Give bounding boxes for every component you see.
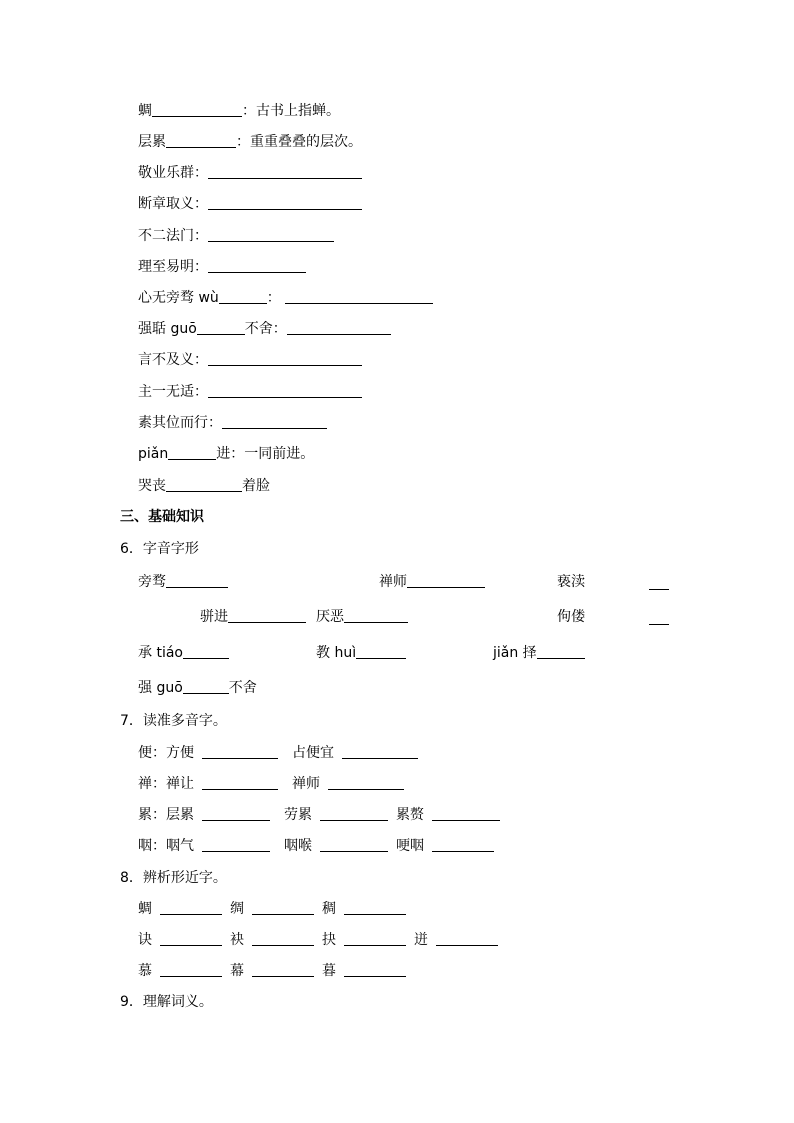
def-term: 敬业乐群： bbox=[138, 165, 208, 181]
q7-row bbox=[138, 806, 270, 824]
answer-blank[interactable] bbox=[222, 414, 327, 429]
answer-blank[interactable] bbox=[342, 744, 418, 759]
q6-item bbox=[557, 573, 585, 591]
answer-blank[interactable] bbox=[208, 164, 362, 179]
answer-blank[interactable] bbox=[432, 806, 500, 821]
q6-word: 承 tiáo bbox=[138, 645, 183, 661]
q7-row bbox=[284, 837, 388, 855]
q6-item bbox=[138, 573, 228, 591]
answer-blank[interactable] bbox=[285, 289, 433, 304]
q7-row bbox=[396, 837, 494, 855]
answer-blank[interactable] bbox=[328, 775, 404, 790]
q7-word: 累赘 bbox=[396, 807, 424, 823]
q7-word: 哽咽 bbox=[396, 838, 424, 854]
q8-char: 蜩 bbox=[138, 901, 152, 917]
answer-blank[interactable] bbox=[649, 575, 669, 590]
def-line-12 bbox=[138, 445, 314, 463]
q8-row bbox=[138, 962, 406, 980]
def-line-3 bbox=[138, 164, 362, 182]
answer-blank[interactable] bbox=[320, 837, 388, 852]
def-term-rest: 不舍： bbox=[244, 321, 287, 337]
def-term: 理至易明： bbox=[138, 259, 208, 275]
answer-blank[interactable] bbox=[166, 477, 242, 492]
answer-blank[interactable] bbox=[160, 962, 222, 977]
def-line-6 bbox=[138, 258, 306, 276]
def-term: 不二法门： bbox=[138, 228, 208, 244]
def-term: 素其位而行： bbox=[138, 415, 222, 431]
answer-blank[interactable] bbox=[537, 644, 585, 659]
q7-word: 累：层累 bbox=[138, 807, 194, 823]
q7-title: 7．读准多音字。 bbox=[120, 713, 227, 729]
def-line-4 bbox=[138, 195, 362, 213]
answer-blank[interactable] bbox=[356, 644, 406, 659]
q6-word: 教 huì bbox=[316, 645, 357, 661]
answer-blank[interactable] bbox=[166, 133, 236, 148]
q6-item bbox=[316, 608, 408, 626]
q6-word: 佝偻 bbox=[557, 609, 585, 625]
q8-char: 慕 bbox=[138, 963, 152, 979]
q7-word: 便：方便 bbox=[138, 745, 194, 761]
q7-word: 禅：禅让 bbox=[138, 776, 194, 792]
def-term: 强聒 guō bbox=[138, 321, 197, 337]
q6-word: 强 guō bbox=[138, 680, 183, 696]
q8-char: 诀 bbox=[138, 932, 152, 948]
q9-title: 9．理解词义。 bbox=[120, 994, 213, 1010]
q6-item bbox=[316, 644, 406, 662]
answer-blank[interactable] bbox=[252, 931, 314, 946]
def-term: 言不及义： bbox=[138, 352, 208, 368]
def-meaning: 着脸 bbox=[242, 478, 270, 494]
q7-word: 咽：咽气 bbox=[138, 838, 194, 854]
answer-blank[interactable] bbox=[344, 931, 406, 946]
answer-blank[interactable] bbox=[407, 573, 485, 588]
def-line-10 bbox=[138, 383, 362, 401]
q8-char: 幕 bbox=[230, 963, 244, 979]
q6-item bbox=[493, 644, 585, 662]
answer-blank[interactable] bbox=[252, 900, 314, 915]
q7-word: 禅师 bbox=[292, 776, 320, 792]
answer-blank[interactable] bbox=[160, 900, 222, 915]
section-heading: 三、基础知识 bbox=[120, 509, 204, 525]
q6-word: 骈进 bbox=[200, 609, 228, 625]
q6-item bbox=[200, 608, 306, 626]
def-line-2 bbox=[138, 133, 362, 151]
def-line-13 bbox=[138, 477, 270, 495]
def-meaning: ：重重叠叠的层次。 bbox=[236, 134, 362, 150]
answer-blank[interactable] bbox=[344, 962, 406, 977]
q6-word: 亵渎 bbox=[557, 574, 585, 590]
q7-row bbox=[292, 744, 418, 762]
def-term: 主一无适： bbox=[138, 384, 208, 400]
q7-row bbox=[138, 775, 278, 793]
q7-row bbox=[138, 744, 278, 762]
def-term: piǎn bbox=[138, 446, 169, 462]
q6-word: 禅师 bbox=[379, 574, 407, 590]
q7-row bbox=[284, 806, 388, 824]
answer-blank[interactable] bbox=[202, 744, 278, 759]
answer-blank[interactable] bbox=[208, 227, 334, 242]
q6-item bbox=[138, 679, 257, 697]
q6-word: jiǎn 择 bbox=[493, 645, 537, 661]
answer-blank[interactable] bbox=[219, 289, 267, 304]
answer-blank[interactable] bbox=[183, 679, 229, 694]
answer-blank[interactable] bbox=[228, 608, 306, 623]
q8-char: 迸 bbox=[414, 932, 428, 948]
def-term: 哭丧 bbox=[138, 478, 166, 494]
answer-blank[interactable] bbox=[152, 102, 242, 117]
q6-item bbox=[138, 644, 229, 662]
def-term: 蜩 bbox=[138, 103, 152, 119]
def-line-1 bbox=[138, 102, 340, 120]
q6-title: 6．字音字形 bbox=[120, 541, 199, 557]
answer-blank[interactable] bbox=[208, 351, 362, 366]
answer-blank[interactable] bbox=[432, 837, 494, 852]
def-line-5 bbox=[138, 227, 334, 245]
q6-item bbox=[557, 608, 585, 626]
answer-blank[interactable] bbox=[202, 775, 278, 790]
q6-word: 厌恶 bbox=[316, 609, 344, 625]
def-line-11 bbox=[138, 414, 327, 432]
q6-word-rest: 不舍 bbox=[228, 680, 257, 696]
answer-blank[interactable] bbox=[320, 806, 388, 821]
answer-blank[interactable] bbox=[202, 837, 270, 852]
answer-blank[interactable] bbox=[287, 320, 391, 335]
q8-title: 8．辨析形近字。 bbox=[120, 870, 227, 886]
q6-item bbox=[379, 573, 485, 591]
answer-blank[interactable] bbox=[197, 320, 245, 335]
answer-blank[interactable] bbox=[344, 900, 406, 915]
def-colon: ： bbox=[266, 290, 281, 306]
def-meaning: ：古书上指蝉。 bbox=[242, 103, 340, 119]
answer-blank[interactable] bbox=[436, 931, 498, 946]
def-term: 层累 bbox=[138, 134, 166, 150]
answer-blank[interactable] bbox=[208, 258, 306, 273]
q7-row bbox=[396, 806, 500, 824]
q7-row bbox=[138, 837, 270, 855]
answer-blank[interactable] bbox=[166, 573, 228, 588]
q8-row bbox=[138, 900, 406, 918]
def-line-8 bbox=[138, 320, 391, 338]
answer-blank[interactable] bbox=[208, 383, 362, 398]
q7-word: 咽喉 bbox=[284, 838, 312, 854]
q8-char: 稠 bbox=[322, 901, 336, 917]
def-line-7 bbox=[138, 289, 433, 307]
def-term: 断章取义： bbox=[138, 196, 208, 212]
answer-blank[interactable] bbox=[168, 445, 216, 460]
q7-word: 劳累 bbox=[284, 807, 312, 823]
q8-char: 暮 bbox=[322, 963, 336, 979]
q8-row bbox=[138, 931, 498, 949]
answer-blank[interactable] bbox=[252, 962, 314, 977]
q8-char: 袂 bbox=[230, 932, 244, 948]
q8-char: 绸 bbox=[230, 901, 244, 917]
answer-blank[interactable] bbox=[649, 610, 669, 625]
q7-word: 占便宜 bbox=[292, 745, 334, 761]
answer-blank[interactable] bbox=[344, 608, 408, 623]
answer-blank[interactable] bbox=[202, 806, 270, 821]
answer-blank[interactable] bbox=[208, 195, 362, 210]
q7-row bbox=[292, 775, 404, 793]
def-term: 心无旁骛 wù bbox=[138, 290, 219, 306]
answer-blank[interactable] bbox=[160, 931, 222, 946]
def-meaning: 进：一同前进。 bbox=[216, 446, 315, 462]
answer-blank[interactable] bbox=[183, 644, 229, 659]
q6-word: 旁骛 bbox=[138, 574, 166, 590]
def-line-9 bbox=[138, 351, 362, 369]
q8-char: 抉 bbox=[322, 932, 336, 948]
